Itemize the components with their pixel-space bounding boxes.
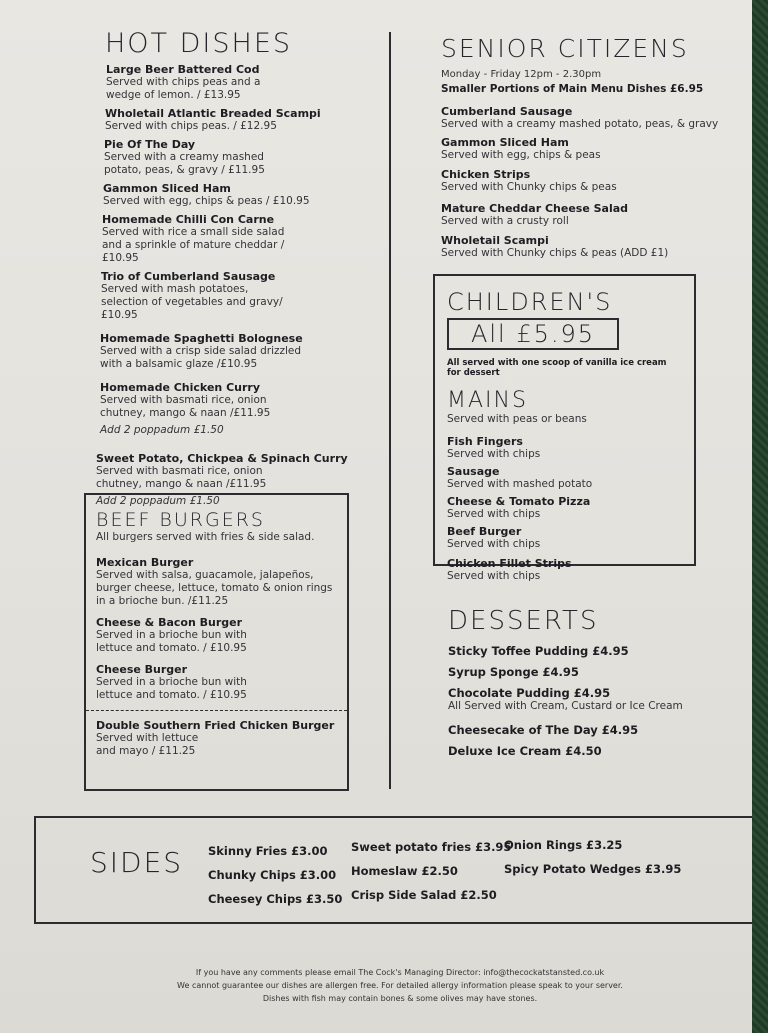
item-desc: Served with a crusty roll [441, 215, 569, 227]
sides-column-2 [351, 840, 511, 912]
item-name: Mexican Burger [96, 556, 194, 569]
senior-note: Smaller Portions of Main Menu Dishes £6.95 [441, 83, 704, 95]
item-name: Double Southern Fried Chicken Burger [96, 719, 335, 732]
item-name: Sausage [447, 465, 500, 478]
item-name: Large Beer Battered Cod [106, 63, 260, 76]
item-desc: Served with rice a small side salad and a sprinkle of mature cheddar / £10.95 [102, 226, 285, 264]
sides-box [34, 816, 767, 924]
item-name: Sweet Potato, Chickpea & Spinach Curry [96, 452, 348, 465]
menu-item [102, 213, 380, 265]
item-desc: Served with a creamy mashed potato, peas, & gravy / £11.95 [104, 151, 265, 176]
menu-item [441, 202, 741, 228]
menu-item [441, 234, 741, 260]
childrens-price: All £5.95 [447, 318, 619, 350]
sides-column-1 [208, 844, 342, 916]
item-desc: Served with a creamy mashed potato, peas, & gravy [441, 118, 719, 130]
menu-item [447, 435, 682, 461]
menu-item [100, 332, 380, 371]
item-desc: Served with egg, chips & peas / £10.95 [103, 195, 310, 207]
item-name: Cheese & Bacon Burger [96, 616, 243, 629]
item-name: Fish Fingers [447, 435, 523, 448]
beef-burgers-box [84, 493, 349, 791]
senior-citizens-section [441, 34, 741, 260]
item-name: Chicken Fillet Strips [447, 557, 572, 570]
beef-burgers-subtitle: All burgers served with fries & side salad. [96, 531, 315, 543]
side-item: Chunky Chips £3.00 [208, 868, 337, 882]
item-name: Homemade Chicken Curry [100, 381, 260, 394]
menu-item [96, 616, 337, 655]
footer-bones: Dishes with fish may contain bones & some olives may have stones. [262, 994, 538, 1003]
senior-citizens-title: SENIOR CITIZENS [441, 34, 689, 63]
menu-item [105, 107, 380, 133]
dessert-item: Syrup Sponge £4.95 [448, 665, 579, 679]
item-desc: Served with basmati rice, onion chutney, mango & naan /£11.95 [100, 394, 271, 419]
hot-dishes-title: HOT DISHES [105, 28, 293, 59]
dessert-note: All Served with Cream, Custard or Ice Cream [448, 700, 683, 712]
childrens-box [433, 274, 696, 582]
item-desc: Served with salsa, guacamole, jalapeños, burger cheese, lettuce, tomato & onion rings in a brioche bun. /£11.25 [96, 569, 333, 607]
footer [140, 966, 660, 1005]
item-name: Gammon Sliced Ham [441, 136, 569, 149]
item-desc: Served with lettuce and mayo / £11.25 [96, 732, 199, 757]
item-name: Gammon Sliced Ham [103, 182, 231, 195]
menu-item [96, 663, 337, 702]
side-item: Spicy Potato Wedges £3.95 [504, 862, 682, 876]
menu-item [104, 138, 380, 177]
item-desc: Served with chips [447, 570, 541, 582]
item-name: Mature Cheddar Cheese Salad [441, 202, 629, 215]
item-desc: Served with egg, chips & peas [441, 149, 601, 161]
desserts-section [448, 606, 728, 758]
menu-item [101, 270, 380, 322]
item-desc: Served with chips [447, 538, 541, 550]
item-name: Cumberland Sausage [441, 105, 573, 118]
item-name: Chicken Strips [441, 168, 531, 181]
beef-burgers-title: BEEF BURGERS [96, 509, 265, 531]
menu-item [447, 495, 682, 521]
menu-item [441, 105, 741, 131]
item-desc: Served with a crisp side salad drizzled with a balsamic glaze /£10.95 [100, 345, 302, 370]
item-name: Wholetail Scampi [441, 234, 549, 247]
item-extra: Add 2 poppadum £1.50 [100, 424, 224, 436]
item-desc: Served with chips [447, 508, 541, 520]
menu-item [106, 63, 380, 102]
dessert-item: Cheesecake of The Day £4.95 [448, 723, 639, 737]
side-item: Skinny Fries £3.00 [208, 844, 328, 858]
item-desc: Served with basmati rice, onion chutney, mango & naan /£11.95 [96, 465, 267, 490]
menu-item [447, 557, 682, 583]
item-name: Beef Burger [447, 525, 522, 538]
side-item: Onion Rings £3.25 [504, 838, 623, 852]
item-desc: Served with chips peas and a wedge of lemon. / £13.95 [106, 76, 261, 101]
childrens-note: All served with one scoop of vanilla ice cream for dessert [447, 358, 667, 378]
item-name: Homemade Chilli Con Carne [102, 213, 275, 226]
item-name: Homemade Spaghetti Bolognese [100, 332, 303, 345]
item-desc: Served with mashed potato [447, 478, 593, 490]
item-name: Trio of Cumberland Sausage [101, 270, 276, 283]
hot-dishes-list [96, 63, 380, 507]
tablecloth-edge [752, 0, 768, 1033]
item-desc: Served with mash potatoes, selection of vegetables and gravy/ £10.95 [101, 283, 283, 321]
menu-item [447, 525, 682, 551]
item-desc: Served with chips peas. / £12.95 [105, 120, 277, 132]
footer-comments: If you have any comments please email The Cock's Managing Director: info@thecockatstansted.co.uk [195, 968, 605, 977]
childrens-title: CHILDREN'S [447, 288, 613, 316]
item-name: Cheese Burger [96, 663, 188, 676]
menu-item [96, 719, 337, 758]
column-divider [389, 32, 391, 789]
item-name: Pie Of The Day [104, 138, 196, 151]
item-desc: Served with Chunky chips & peas (ADD £1) [441, 247, 669, 259]
side-item: Sweet potato fries £3.95 [351, 840, 512, 854]
item-name: Wholetail Atlantic Breaded Scampi [105, 107, 321, 120]
side-item: Homeslaw £2.50 [351, 864, 458, 878]
mains-subtitle: Served with peas or beans [447, 413, 587, 425]
item-extra: Add 2 poppadum £1.50 [96, 495, 220, 507]
menu-item [447, 465, 682, 491]
dashed-divider [86, 710, 347, 711]
mains-title: MAINS [447, 388, 528, 413]
menu-item [441, 168, 741, 194]
menu-item [100, 381, 380, 436]
item-desc: Served with chips [447, 448, 541, 460]
sides-title: SIDES [90, 846, 184, 879]
item-desc: Served in a brioche bun with lettuce and tomato. / £10.95 [96, 676, 247, 701]
dessert-item: Chocolate Pudding £4.95 [448, 686, 611, 700]
dessert-item: Deluxe Ice Cream £4.50 [448, 744, 602, 758]
dessert-item: Sticky Toffee Pudding £4.95 [448, 644, 629, 658]
menu-item [103, 182, 380, 208]
menu-item [96, 556, 337, 608]
hot-dishes-section [96, 28, 380, 507]
side-item: Cheesey Chips £3.50 [208, 892, 343, 906]
desserts-title: DESSERTS [448, 606, 599, 636]
sides-column-3 [504, 838, 681, 886]
menu-item [441, 136, 741, 162]
item-desc: Served in a brioche bun with lettuce and tomato. / £10.95 [96, 629, 247, 654]
item-name: Cheese & Tomato Pizza [447, 495, 591, 508]
side-item: Crisp Side Salad £2.50 [351, 888, 497, 902]
footer-allergy: We cannot guarantee our dishes are allergen free. For detailed allergy information please speak to your server. [177, 981, 623, 990]
senior-times: Monday - Friday 12pm - 2.30pm [441, 69, 602, 80]
item-desc: Served with Chunky chips & peas [441, 181, 617, 193]
